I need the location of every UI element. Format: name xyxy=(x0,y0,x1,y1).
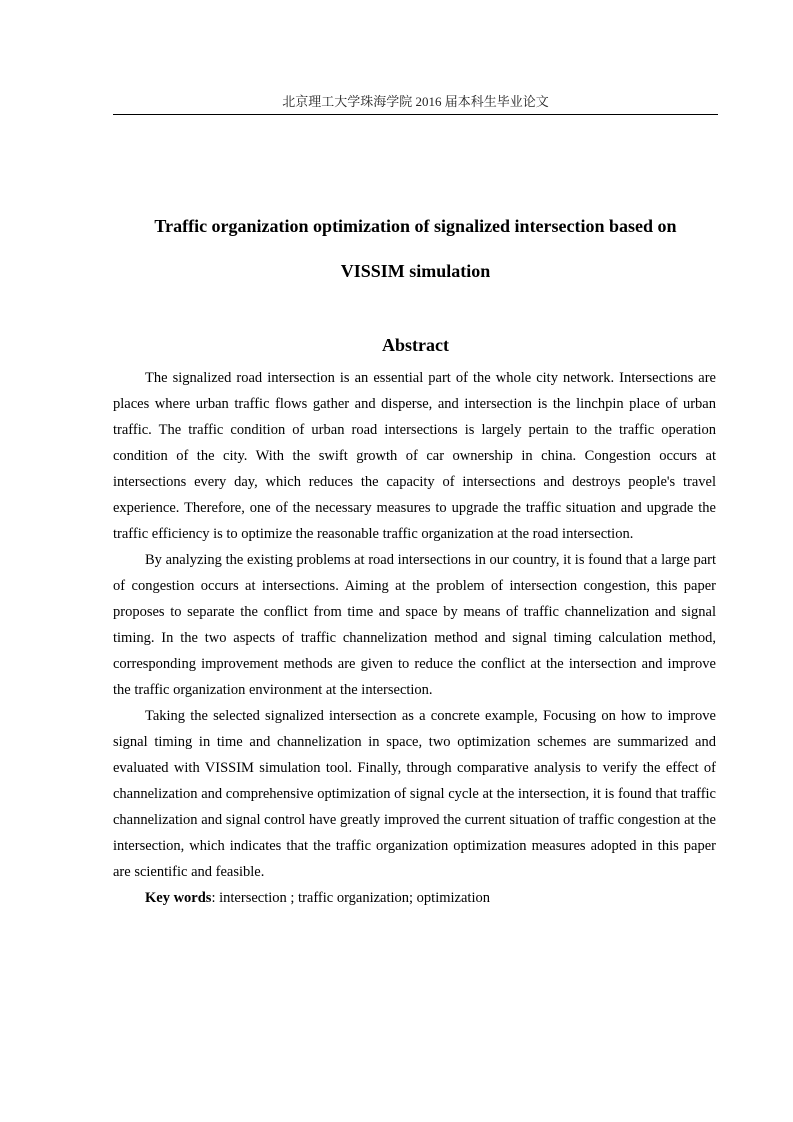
keywords-line xyxy=(113,885,716,911)
thesis-title xyxy=(113,204,718,294)
thesis-title-line-1: Traffic organization optimization of signalized intersection based on xyxy=(154,216,677,236)
abstract-paragraph-3: Taking the selected signalized intersection as a concrete example, Focusing on how to improve signal timing in time and channelization in space, two optimization schemes are summarized and evaluated with VISSIM simulation tool. Finally, through comparative analysis to verify the effect of channelization and comprehensive optimization of signal cycle at the intersection, it is found that traffic channelization and signal control have greatly improved the current situation of traffic congestion at the intersection, which indicates that the traffic organization optimization measures adopted in this paper are scientific and feasible. xyxy=(113,708,716,880)
thesis-title-line-2: VISSIM simulation xyxy=(340,261,491,281)
abstract-paragraph-1: The signalized road intersection is an essential part of the whole city network. Intersections are places where urban traffic flows gather and disperse, and intersection is the linchpin place of urban traffic. The traffic condition of urban road intersections is largely pertain to the traffic operation condition of the city. With the swift growth of car ownership in china. Congestion occurs at intersections every day, which reduces the capacity of intersections and destroys people's travel experience. Therefore, one of the necessary measures to upgrade the traffic situation and upgrade the traffic efficiency is to optimize the reasonable traffic organization at the road intersection. xyxy=(113,370,716,542)
abstract-paragraph-2: By analyzing the existing problems at road intersections in our country, it is found that a large part of congestion occurs at intersections. Aiming at the problem of intersection congestion, this paper proposes to separate the conflict from time and space by means of traffic channelization and signal timing. In the two aspects of traffic channelization method and signal timing calculation method, corresponding improvement methods are given to reduce the conflict at the intersection and improve the traffic organization environment at the intersection. xyxy=(113,552,716,698)
running-header xyxy=(113,92,718,115)
abstract-heading: Abstract xyxy=(382,335,449,355)
keywords-text: : intersection ; traffic organization; optimization xyxy=(211,890,490,906)
keywords-label: Key words xyxy=(145,890,212,906)
abstract-body xyxy=(113,365,716,911)
running-header-text: 北京理工大学珠海学院 2016 届本科生毕业论文 xyxy=(282,94,549,109)
